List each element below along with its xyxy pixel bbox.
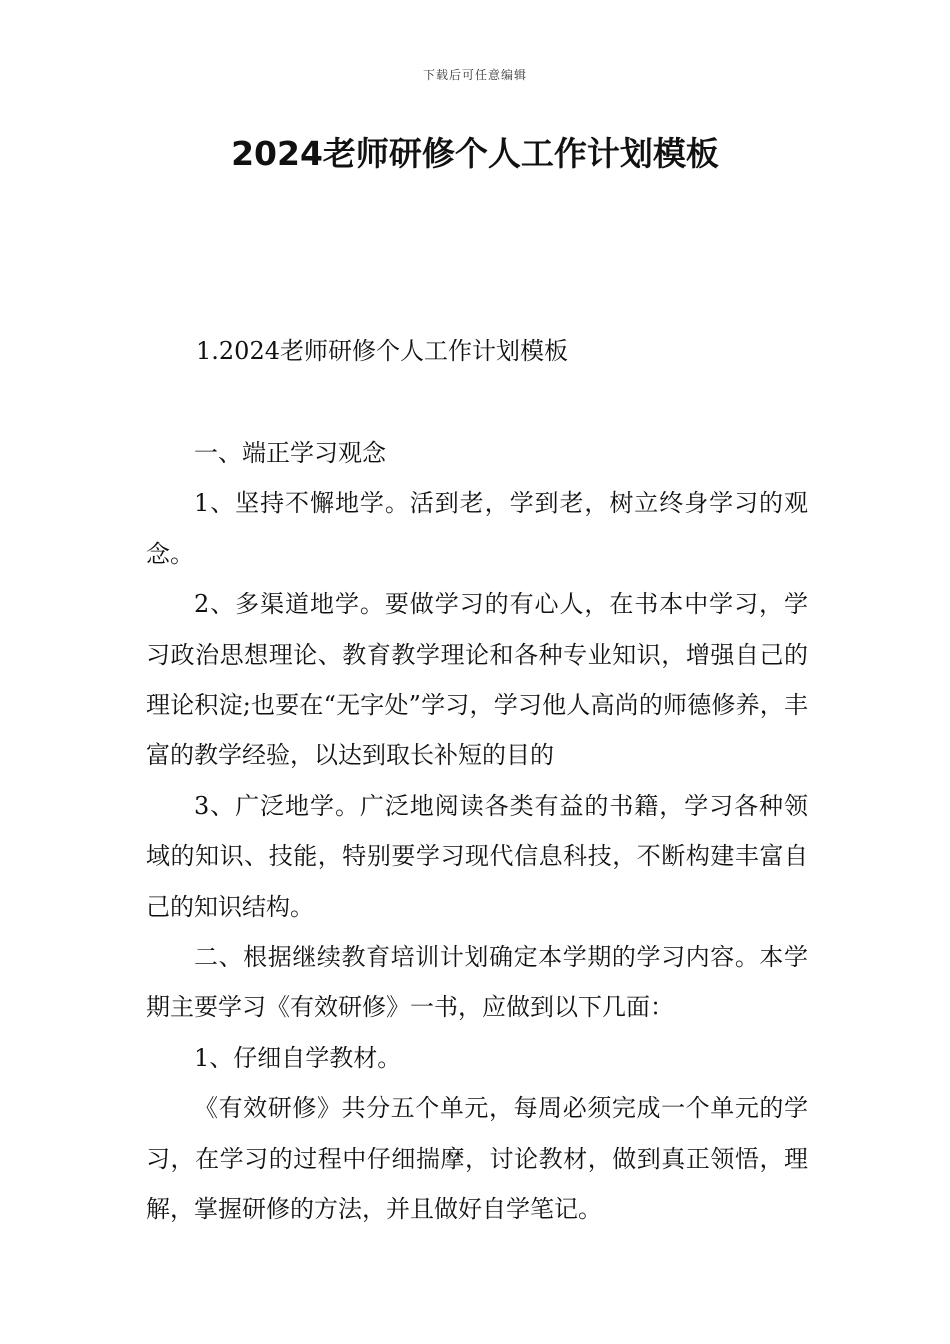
paragraph: 《有效研修》共分五个单元，每周必须完成一个单元的学习，在学习的过程中仔细揣摩，讨论教材，做到真正领悟，理解，掌握研修的方法，并且做好自学笔记。 <box>146 1094 808 1224</box>
section-heading: 1.2024老师研修个人工作计划模板 <box>196 337 568 365</box>
document-title: 2024老师研修个人工作计划模板 <box>231 134 719 173</box>
header-note: 下载后可任意编辑 <box>422 68 527 82</box>
paragraph-heading-2: 二、根据继续教育培训计划确定本学期的学习内容。本学期主要学习《有效研修》一书，应做到以下几面： <box>146 943 808 1022</box>
paragraph: 1、坚持不懈地学。活到老，学到老，树立终身学习的观念。 <box>146 489 808 568</box>
paragraph: 3、广泛地学。广泛地阅读各类有益的书籍，学习各种领域的知识、技能，特别要学习现代信息科技，不断构建丰富自己的知识结构。 <box>146 791 808 921</box>
document-body <box>146 428 808 1235</box>
paragraph: 1、仔细自学教材。 <box>194 1043 402 1072</box>
paragraph-heading-1: 一、端正学习观念 <box>194 439 386 467</box>
paragraph: 2、多渠道地学。要做学习的有心人，在书本中学习，学习政治思想理论、教育教学理论和各种专业知识，增强自己的理论积淀;也要在“无字处”学习，学习他人高尚的师德修养，丰富的教学经验，以达到取长补短的目的 <box>146 590 808 770</box>
